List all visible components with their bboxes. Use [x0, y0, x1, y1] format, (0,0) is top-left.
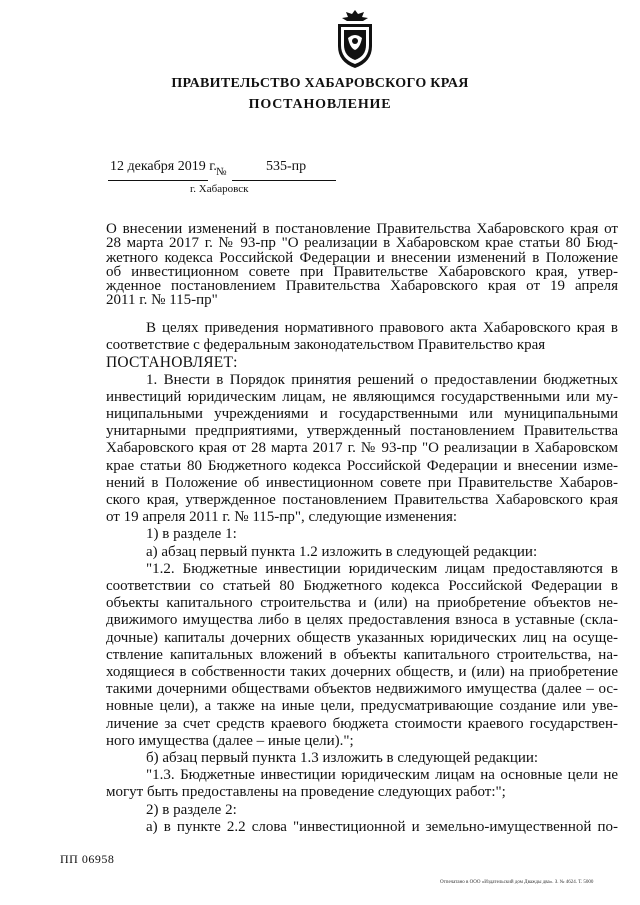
quote-line: "1.3. Бюджетные инвестиции юридическим лицам на основные цели не: [146, 767, 618, 784]
document-subject: [106, 222, 618, 308]
document-date: 12 декабря 2019 г.: [110, 159, 217, 174]
subject-line: О внесении изменений в постановление Правительства Хабаровского края от: [106, 221, 618, 237]
quote-line: дочные) капиталы дочерних обществ указанных юридических лиц на осуще-: [106, 629, 618, 646]
quote-line: могут быть предоставлены на проведение следующих работ:";: [106, 784, 506, 801]
paragraph-line: унитарными предприятиями, утвержденный постановлением Правительства: [106, 423, 618, 440]
document-number: 535-пр: [266, 159, 307, 174]
paragraph-line: Хабаровского края от 28 марта 2017 г. № 93-пр "О реализации в Хабаровском: [106, 440, 618, 457]
subject-line: об инвестиционном совете при Правительстве Хабаровского края, утвер-: [106, 263, 618, 280]
printer-imprint: Отпечатано в ООО «Издательский дом Дважды два». З. № 4624. Т. 5000: [440, 880, 594, 885]
number-sign: №: [216, 166, 227, 178]
quote-line: объекты капитального строительства и (или) на приобретение объектов не-: [106, 595, 618, 612]
document-code: ПП 06958: [60, 852, 115, 866]
paragraph-line: 1. Внести в Порядок принятия решений о предоставлении бюджетных: [146, 371, 618, 388]
paragraph-line: ского края, утвержденное постановлением Правительства Хабаровского края: [106, 492, 618, 509]
paragraph-line: нений в Положение об инвестиционном совете при Правительстве Хабаров-: [106, 474, 618, 491]
subject-line: жденное постановлением Правительства Хабаровского края от 19 апреля: [106, 278, 618, 295]
paragraph-line: крае статьи 80 Бюджетного кодекса Российской Федерации и внесении изме-: [106, 457, 618, 474]
intro-line: В целях приведения нормативного правового акта Хабаровского края в: [146, 320, 618, 336]
section-item: а) абзац первый пункта 1.2 изложить в следующей редакции:: [146, 543, 538, 560]
document-type: ПОСТАНОВЛЕНИЕ: [248, 97, 392, 112]
paragraph-line: ниципальными учреждениями и государственными или муниципальными: [106, 406, 618, 423]
quote-line: личение за счет средств краевого бюджета стоимости краевого государствен-: [106, 715, 618, 732]
quote-line: новные цели), а также на иные цели, предусматривающие создание или уве-: [106, 698, 618, 715]
section-item: а) в пункте 2.2 слова "инвестиционной и земельно-имущественной по-: [146, 818, 618, 835]
section-item: 1) в разделе 1:: [146, 526, 237, 543]
subject-line: 2011 г. № 115-пр": [106, 292, 218, 309]
quote-line: такими дочерними обществами объектов недвижимого имущества (далее – ос-: [106, 681, 618, 698]
quote-line: движимого имущества либо в целях предоставления взноса в уставные (скла-: [106, 612, 618, 629]
subject-line: жетного кодекса Российской Федерации и внесении изменений в Положение: [106, 249, 618, 266]
subject-line: 28 марта 2017 г. № 93-пр "О реализации в Хабаровском крае статьи 80 Бюд-: [106, 235, 618, 252]
quote-line: ходящиеся в собственности таких дочерних обществ, и (или) на приобретение: [106, 664, 618, 681]
organization-title: ПРАВИТЕЛЬСТВО ХАБАРОВСКОГО КРАЯ: [171, 76, 469, 91]
paragraph-line: от 19 апреля 2011 г. № 115-пр", следующие изменения:: [106, 509, 458, 526]
quote-line: ного имущества (далее – иные цели).";: [106, 732, 354, 749]
number-underline: [232, 180, 336, 181]
quote-line: "1.2. Бюджетные инвестиции юридическим лицам предоставляются в: [146, 560, 618, 577]
quote-line: соответствии со статьей 80 Бюджетного кодекса Российской Федерации в: [106, 578, 618, 595]
section-item: 2) в разделе 2:: [146, 801, 237, 818]
resolves-heading: ПОСТАНОВЛЯЕТ:: [106, 354, 238, 372]
paragraph-line: инвестиций юридическим лицам, не являющимся государственными или му-: [106, 388, 618, 405]
document-city: г. Хабаровск: [190, 183, 249, 195]
quote-line: ствление капитальных вложений в объекты капитального строительства, на-: [106, 646, 618, 663]
document-body: [106, 320, 618, 836]
coat-of-arms-emblem: [330, 8, 380, 70]
intro-line: соответствие с федеральным законодательством Правительство края: [106, 337, 546, 354]
date-underline: [108, 180, 208, 181]
section-item: б) абзац первый пункта 1.3 изложить в следующей редакции:: [146, 750, 539, 767]
